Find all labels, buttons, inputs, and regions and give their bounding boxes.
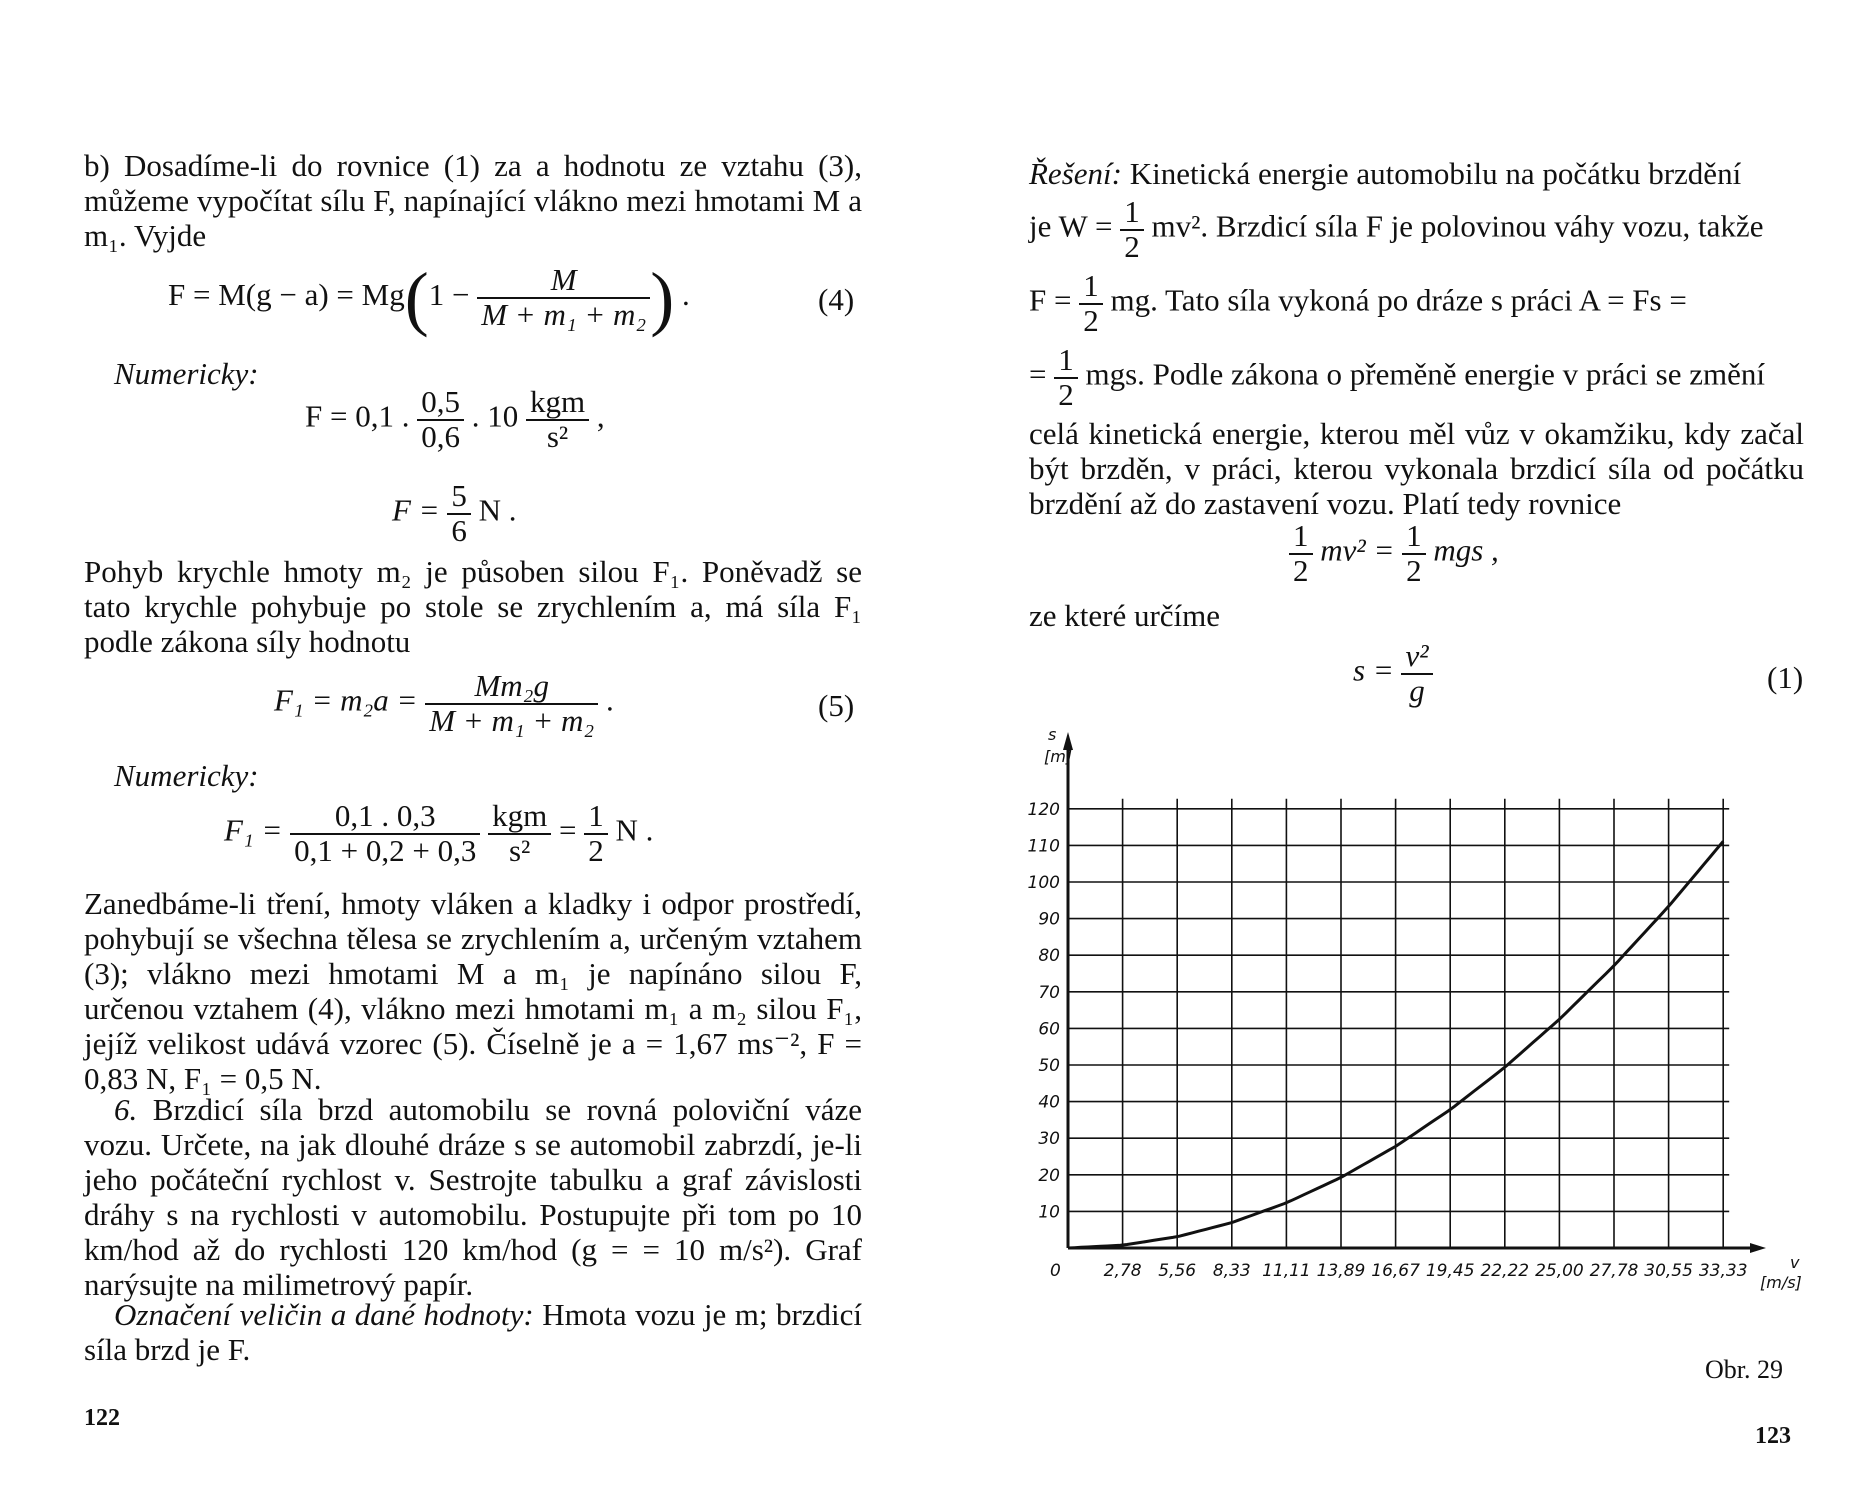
origin-label: 0 (1050, 1261, 1061, 1281)
paragraph-b: b) Dosadíme-li do rovnice (1) za a hodnotu ze vztahu (3), můžeme vypočítat sílu F, napínající vlákno mezi hmotami M a m₁. Vyjde (84, 148, 862, 253)
distance-speed-chart (1010, 728, 1810, 1308)
paragraph-motion: Pohyb krychle hmoty m₂ je působen silou F₁. Poněvadž se tato krychle pohybuje po stole se zrychlením a, má síla F₁ podle zákona síly hodnotu (84, 554, 862, 659)
equation-1: s = $\frac{\text{v²}}{g}$ (1353, 640, 1433, 707)
eqB-fraction: $\frac{5}{6}$ (447, 480, 471, 547)
equation-F-result: F = $\frac{5}{6}$ N . (392, 478, 517, 548)
notation-label: Označení veličin a dané hodnoty: (114, 1297, 534, 1332)
y-axis-label: s (1048, 728, 1057, 744)
equation-energy-balance: $\frac{1}{2}$ mv² = $\frac{1}{2}$ mgs , (1289, 520, 1499, 587)
numericky-label-1: Numericky: (114, 356, 259, 391)
x-tick-label: 2,78 (1103, 1261, 1142, 1281)
numericky-label-2: Numericky: (114, 758, 259, 793)
equation-numeric-F: F = 0,1 . $\frac{0,5}{0,6}$ . 10 $\frac{\text{kgm}}{\text{s²}}$ , (305, 384, 605, 454)
x-tick-label: 33,33 (1698, 1261, 1748, 1281)
equation-5-tag: (5) (818, 688, 855, 723)
x-tick-label: 8,33 (1212, 1261, 1251, 1281)
paragraph-task-6 (84, 1092, 862, 1302)
eq4-fraction: $\frac{M}{\text{M + m₁ + m₂}}$ (477, 264, 650, 331)
y-tick-label: 110 (1027, 836, 1060, 857)
equation-4: F = M(g − a) = Mg(1 − $\frac{M}{\text{M + m₁ + m₂}}$ ) . (168, 258, 690, 338)
solution-paragraph: celá kinetická energie, kterou měl vůz v okamžiku, kdy začal být brzděn, v práci, kterou vykonala brzdicí síla od počátku brzdění až do zastavení vozu. Platí tedy rovnice (1029, 416, 1804, 521)
equation-4-tag: (4) (818, 282, 855, 317)
y-tick-label: 50 (1038, 1056, 1060, 1076)
x-tick-label: 19,45 (1425, 1261, 1475, 1281)
eqA-fraction-2: $\frac{\text{kgm}}{\text{s²}}$ (526, 386, 589, 453)
eqA-fraction-1: $\frac{0,5}{0,6}$ (417, 386, 464, 453)
chart-grid (1068, 799, 1729, 1248)
x-tick-label: 27,78 (1589, 1261, 1639, 1281)
solution-label: Řešení: (1029, 156, 1122, 191)
y-tick-label: 40 (1038, 1092, 1060, 1113)
from-which-text: ze které určíme (1029, 598, 1221, 633)
paragraph-notation (84, 1297, 862, 1367)
x-axis-label: v (1790, 1253, 1800, 1272)
y-tick-label: 120 (1027, 799, 1060, 820)
eq5-fraction: $\frac{\text{Mm₂g}}{\text{M + m₁ + m₂}}$ (425, 670, 598, 737)
solution-line-1: Řešení: Kinetická energie automobilu na počátku brzdění (1029, 156, 1742, 191)
equation-1-tag: (1) (1767, 660, 1804, 695)
x-axis-arrow (1750, 1243, 1766, 1253)
page-number-right: 123 (1755, 1423, 1791, 1449)
y-tick-label: 100 (1027, 873, 1060, 893)
x-axis-unit: [m/s] (1760, 1273, 1802, 1292)
task-number: 6. (114, 1092, 138, 1127)
x-tick-label: 30,55 (1644, 1261, 1693, 1281)
y-tick-label: 10 (1038, 1202, 1060, 1223)
x-tick-label: 11,11 (1262, 1261, 1311, 1281)
y-tick-label: 80 (1038, 946, 1060, 967)
page-number-left: 122 (84, 1405, 120, 1431)
x-tick-label: 22,22 (1480, 1261, 1530, 1281)
y-tick-label: 70 (1038, 982, 1060, 1003)
y-tick-label: 30 (1038, 1129, 1060, 1150)
eqC-fraction-1: $\frac{0,1 . 0,3}{0,1 + 0,2 + 0,3}$ (290, 800, 480, 867)
paren-close: ) (650, 258, 675, 338)
equation-numeric-F1: F₁ = $\frac{0,1 . 0,3}{0,1 + 0,2 + 0,3}$ $\frac{\text{kgm}}{\text{s²}}$ = $\frac{1}{2}$ N . (224, 798, 654, 868)
notation-text: Hmota vozu je m; brzdicí síla brzd je F. (84, 1297, 863, 1367)
figure-caption: Obr. 29 (1705, 1355, 1783, 1384)
y-tick-label: 20 (1038, 1165, 1060, 1186)
eq4-one-minus: 1 − (428, 277, 470, 313)
paragraph-friction: Zanedbáme-li tření, hmoty vláken a kladky i odpor prostředí, pohybují se všechna tělesa se zrychlením a, určeným vztahem (3); vlákno mezi hmotami M a m₁ je napínáno silou F, určenou vztahem (4), vlákno mezi hmotami m₁ a m₂ silou F₁, jejíž velikost udává vzorec (5). Číselně je a = 1,67 ms⁻², F = 0,83 N, F₁ = 0,5 N. (84, 886, 862, 1096)
solution-line-3: F = $\frac{1}{2}$ mg. Tato síla vykoná po dráze s práci A = Fs = (1029, 268, 1687, 338)
x-tick-label: 13,89 (1316, 1261, 1366, 1281)
y-tick-label: 90 (1038, 909, 1060, 930)
paren-open: ( (404, 258, 429, 338)
x-tick-label: 5,56 (1158, 1261, 1197, 1281)
x-tick-label: 25,00 (1535, 1261, 1584, 1281)
equation-5: F₁ = m₂a = $\frac{\text{Mm₂g}}{\text{M + m₁ + m₂}}$ . (274, 668, 614, 738)
chart-ticks (1028, 800, 1748, 1281)
x-tick-label: 16,67 (1371, 1261, 1420, 1281)
eqC-fraction-3: $\frac{1}{2}$ (584, 800, 608, 867)
solution-line-2: je W = $\frac{1}{2}$ mv². Brzdicí síla F je polovinou váhy vozu, takže (1029, 194, 1764, 264)
solution-line-4: = $\frac{1}{2}$ mgs. Podle zákona o přeměně energie v práci se změní (1029, 342, 1765, 412)
y-axis-unit: [m] (1044, 747, 1073, 766)
y-tick-label: 60 (1038, 1019, 1060, 1040)
task-text: Brzdicí síla brzd automobilu se rovná poloviční váze vozu. Určete, na jak dlouhé dráze s se automobil zabrzdí, je-li jeho počáteční rychlost v. Sestrojte tabulku a graf závislosti dráhy s na rychlosti v automobilu. Postupujte při tom po 10 km/hod až do rychlosti 120 km/hod (g = = 10 m/s²). Graf narýsujte na milimetrový papír. (84, 1092, 862, 1302)
eq4-left: F = M(g − a) = Mg (168, 277, 405, 313)
eqC-fraction-2: $\frac{\text{kgm}}{\text{s²}}$ (488, 800, 551, 867)
